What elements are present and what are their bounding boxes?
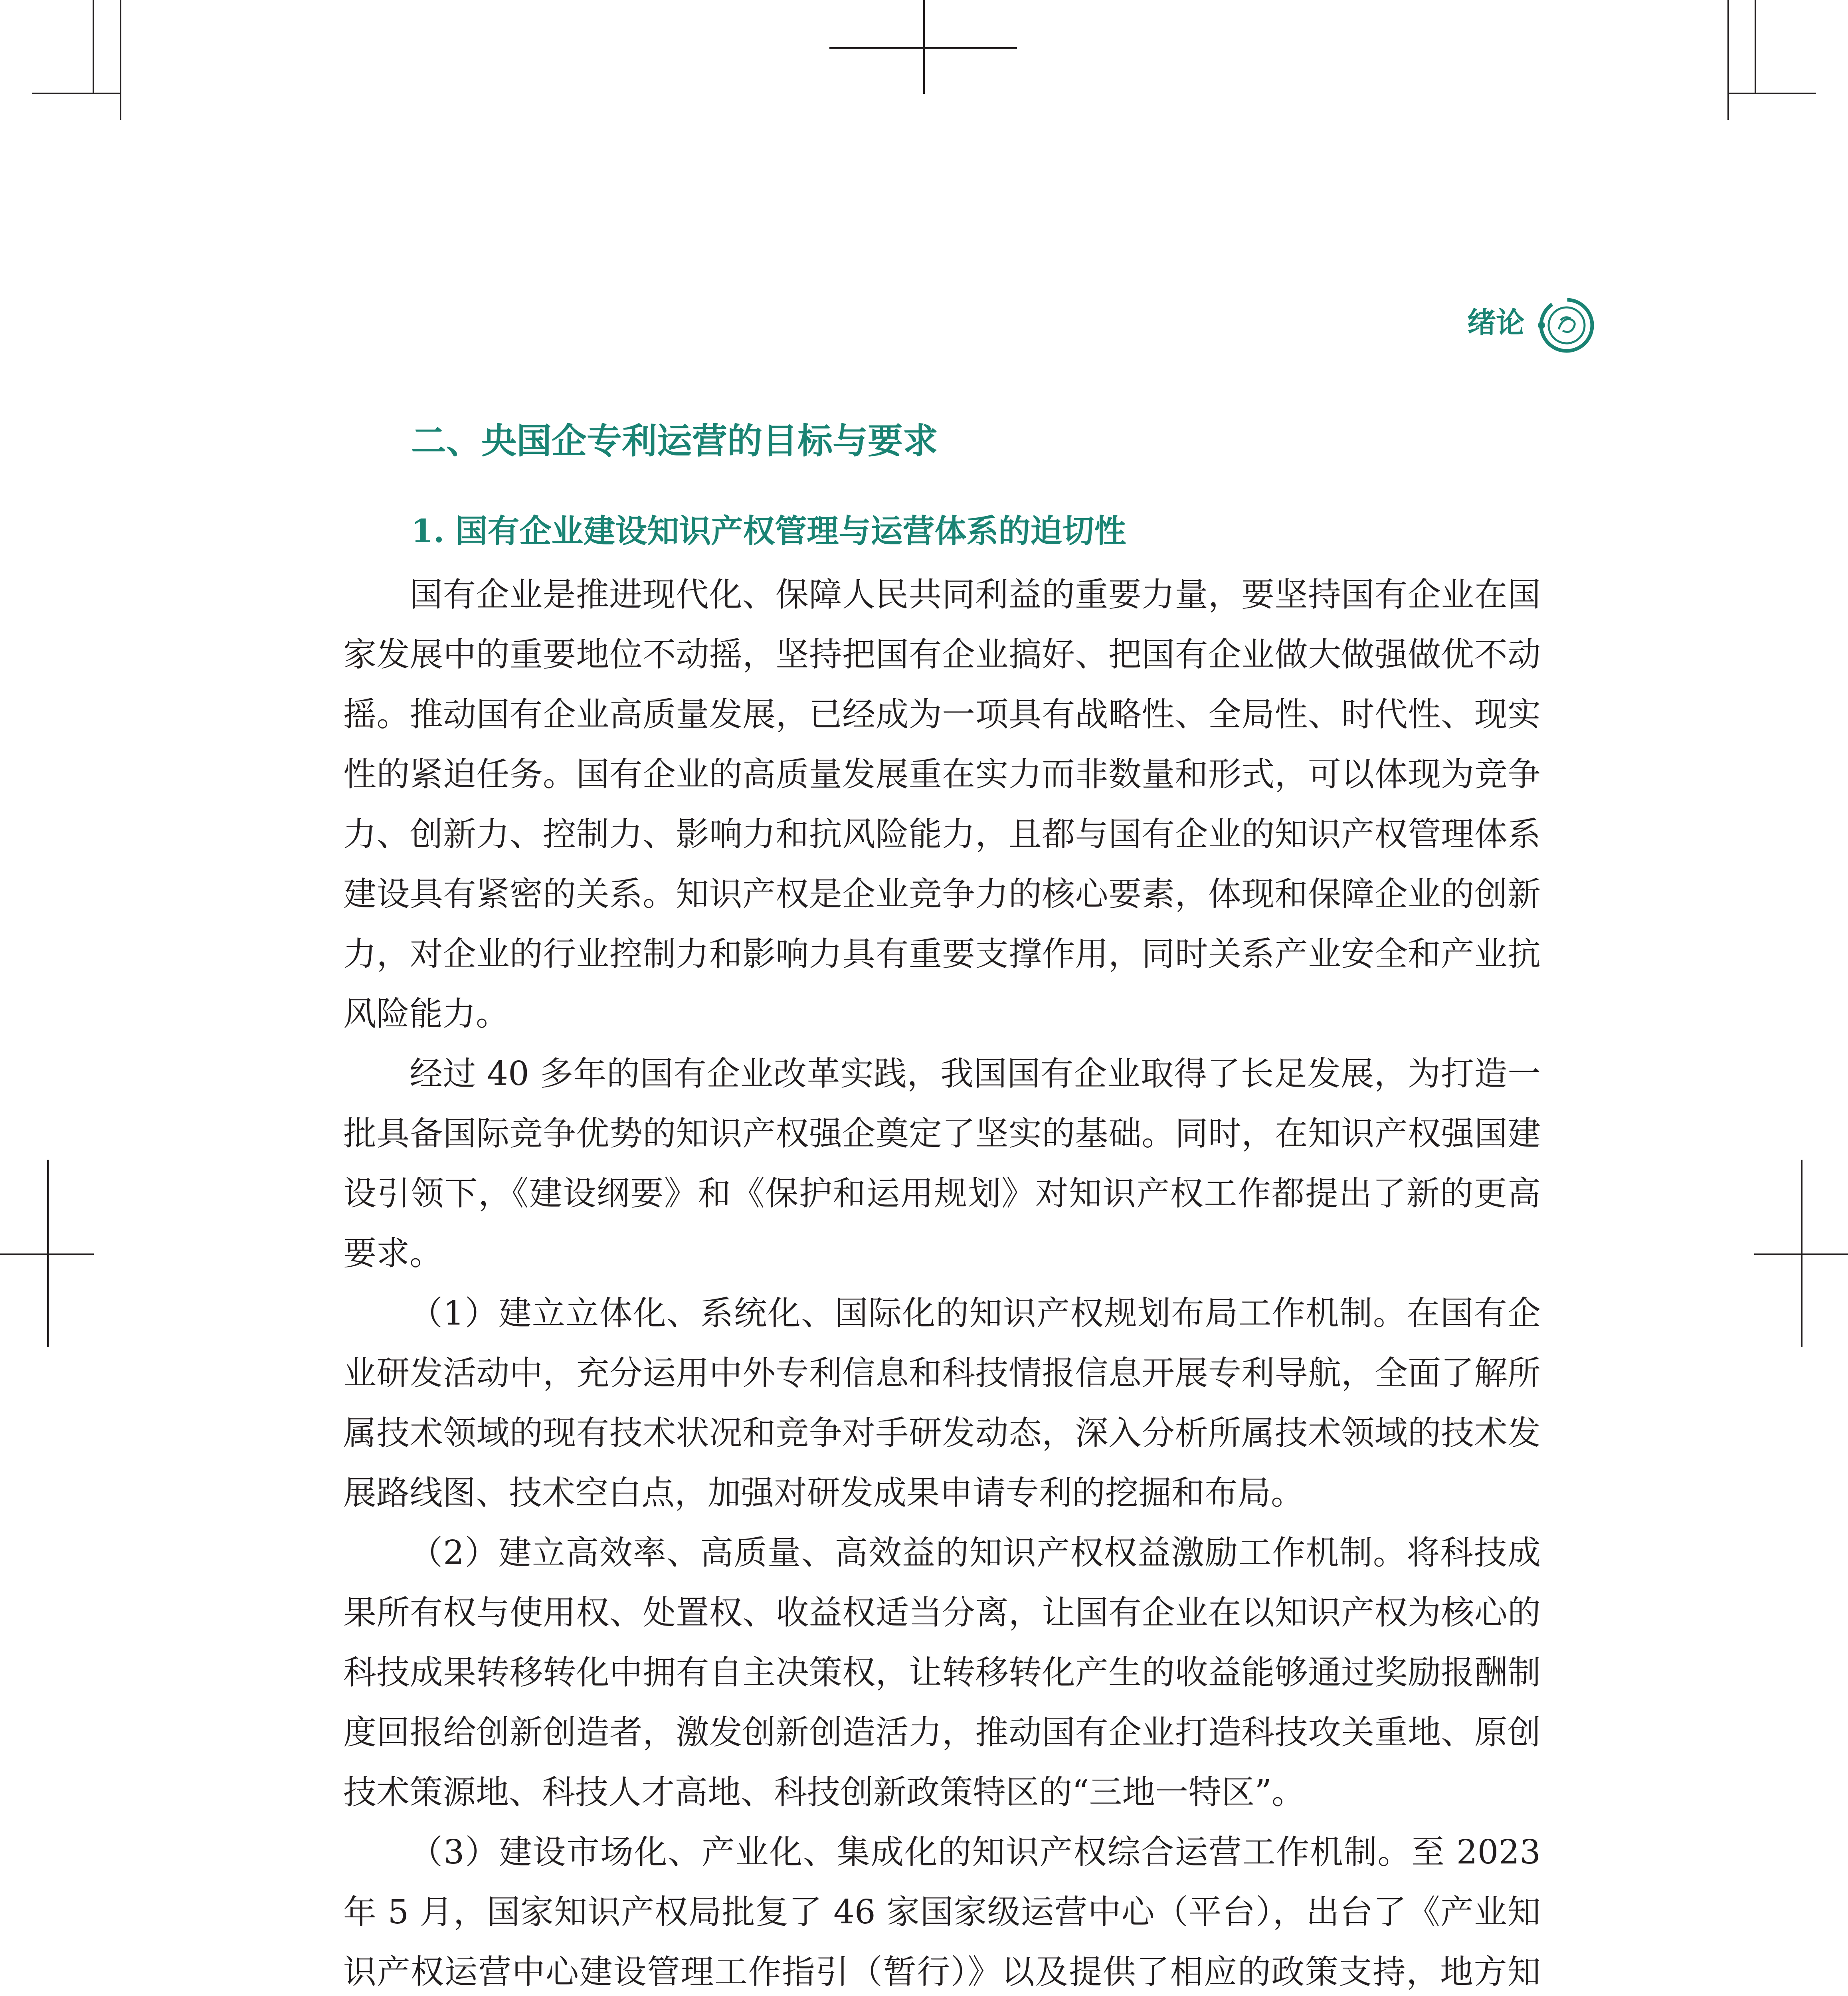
crop-mark: [1727, 93, 1816, 94]
crop-mark: [1755, 0, 1756, 93]
crop-mark: [1727, 0, 1729, 120]
registration-mark: [923, 0, 925, 94]
registration-mark: [47, 1160, 49, 1347]
paragraph: （3）建设市场化、产业化、集成化的知识产权综合运营工作机制。至 2023 年 5 月，国家知识产权局批复了 46 家国家级运营中心（平台），出台了《产业知识产权运营中心建设管理工作指引（暂行）》以及提供了相应的政策支持，地方知: [343, 1833, 1541, 1991]
registration-mark: [1801, 1160, 1802, 1347]
sub-heading: 1. 国有企业建设知识产权管理与运营体系的迫切性: [411, 512, 1126, 550]
body-text: [343, 565, 1541, 1996]
paragraph: （2）建立高效率、高质量、高效益的知识产权权益激励工作机制。将科技成果所有权与使用权、处置权、收益权适当分离，让国有企业在以知识产权为核心的科技成果转移转化中拥有自主决策权，让转移转化产生的收益能够通过奖励报酬制度回报给创新创造者，激发创新创造活力，推动国有企业打造科技攻关重地、原创技术策源地、科技人才高地、科技创新政策特区的“三地一特区”。: [343, 1533, 1541, 1812]
paragraph: 国有企业是推进现代化、保障人民共同利益的重要力量，要坚持国有企业在国家发展中的重要地位不动摇，坚持把国有企业搞好、把国有企业做大做强做优不动摇。推动国有企业高质量发展，已经成为一项具有战略性、全局性、时代性、现实性的紧迫任务。国有企业的高质量发展重在实力而非数量和形式，可以体现为竞争力、创新力、控制力、影响力和抗风险能力，且都与国有企业的知识产权管理体系建设具有紧密的关系。知识产权是企业竞争力的核心要素，体现和保障企业的创新力，对企业的行业控制力和影响力具有重要支撑作用，同时关系产业安全和产业抗风险能力。: [343, 575, 1541, 1033]
section-heading: 二、央国企专利运营的目标与要求: [411, 420, 938, 461]
paragraph: （1）建立立体化、系统化、国际化的知识产权规划布局工作机制。在国有企业研发活动中，充分运用中外专利信息和科技情报信息开展专利导航，全面了解所属技术领域的现有技术状况和竞争对手研发动态，深入分析所属技术领域的技术发展路线图、技术空白点，加强对研发成果申请专利的挖掘和布局。: [343, 1294, 1541, 1512]
running-head: [1405, 295, 1589, 355]
crop-mark: [32, 93, 120, 94]
running-head-label: 绪论: [1467, 306, 1525, 339]
paragraph: 经过 40 多年的国有企业改革实践，我国国有企业取得了长足发展，为打造一批具备国际竞争优势的知识产权强企奠定了坚实的基础。同时，在知识产权强国建设引领下，《建设纲要》和《保护和运用规划》对知识产权工作都提出了新的更高要求。: [343, 1054, 1541, 1273]
crop-mark: [120, 0, 121, 120]
chapter-emblem-icon: [1537, 295, 1597, 355]
crop-mark: [93, 0, 94, 93]
